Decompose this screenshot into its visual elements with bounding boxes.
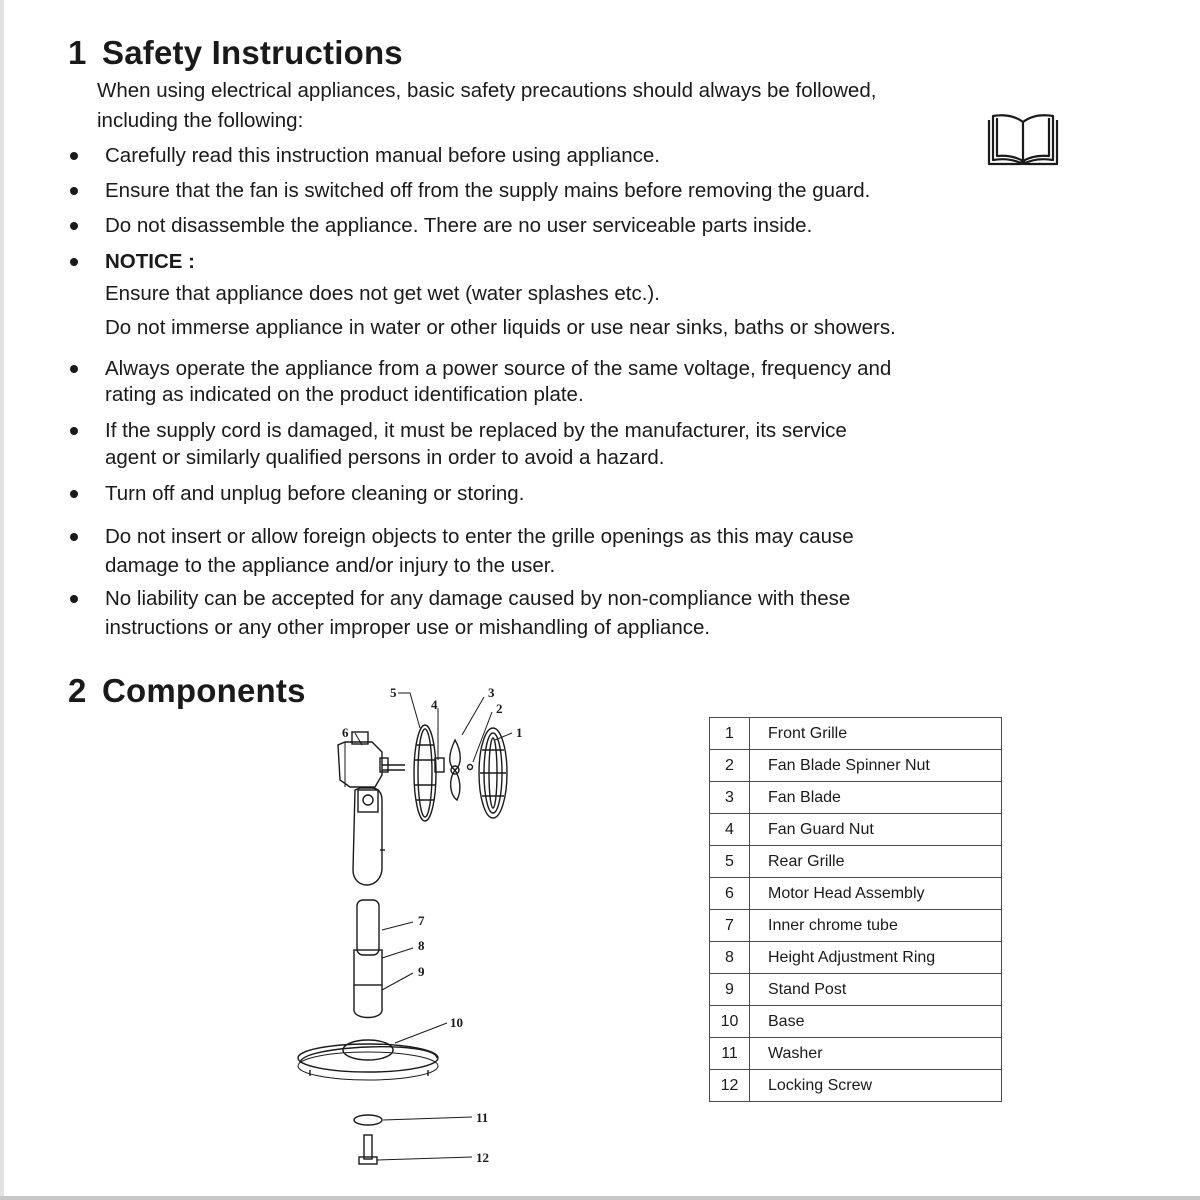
bullet-dot	[70, 365, 78, 373]
component-name: Base	[750, 1006, 1002, 1038]
bullet-text: Do not insert or allow foreign objects to enter the grille openings as this may cause	[105, 525, 854, 548]
component-name: Fan Guard Nut	[750, 814, 1002, 846]
notice-line-1: Ensure that appliance does not get wet (water splashes etc.).	[105, 282, 660, 305]
component-number: 1	[710, 718, 750, 750]
component-number: 8	[710, 942, 750, 974]
table-row	[710, 942, 1002, 974]
stand-post-drawing	[354, 900, 382, 1018]
spinner-nut-drawing	[468, 765, 473, 770]
bullet-dot	[70, 222, 78, 230]
section-heading-components	[68, 672, 306, 710]
base-drawing	[298, 1040, 438, 1080]
table-row	[710, 1038, 1002, 1070]
section-title: Components	[102, 672, 306, 709]
bullet-text-cont: instructions or any other improper use or mishandling of appliance.	[105, 616, 711, 639]
bullet-item	[68, 355, 1028, 409]
callout-5: 5	[390, 685, 397, 700]
bullet-text: Ensure that the fan is switched off from the supply mains before removing the guard.	[105, 179, 871, 202]
table-row	[710, 814, 1002, 846]
bullet-text: Carefully read this instruction manual before using appliance.	[105, 144, 660, 167]
notice-line-2: Do not immerse appliance in water or other liquids or use near sinks, baths or showers.	[105, 316, 896, 339]
component-name: Locking Screw	[750, 1070, 1002, 1102]
component-number: 11	[710, 1038, 750, 1070]
components-table	[709, 717, 1002, 1102]
bullet-text: Always operate the appliance from a power source of the same voltage, frequency and	[105, 357, 892, 380]
intro-line-2: including the following:	[97, 109, 304, 132]
callout-3: 3	[488, 685, 495, 700]
component-name: Fan Blade	[750, 782, 1002, 814]
bullet-dot	[70, 187, 78, 195]
bullet-text: Turn off and unplug before cleaning or storing.	[105, 482, 525, 505]
component-name: Fan Blade Spinner Nut	[750, 750, 1002, 782]
component-name: Motor Head Assembly	[750, 878, 1002, 910]
callout-10: 10	[450, 1015, 463, 1030]
bullet-dot	[70, 152, 78, 160]
table-row	[710, 718, 1002, 750]
motor-head-drawing	[338, 732, 405, 787]
table-row	[710, 910, 1002, 942]
bullet-text: Do not disassemble the appliance. There are no user serviceable parts inside.	[105, 214, 813, 237]
component-number: 6	[710, 878, 750, 910]
table-row	[710, 782, 1002, 814]
component-name: Inner chrome tube	[750, 910, 1002, 942]
component-name: Stand Post	[750, 974, 1002, 1006]
bullet-dot	[70, 490, 78, 498]
component-number: 4	[710, 814, 750, 846]
table-row	[710, 878, 1002, 910]
table-row	[710, 974, 1002, 1006]
component-number: 5	[710, 846, 750, 878]
section-heading-safety	[68, 34, 403, 72]
bullet-item	[68, 585, 1028, 641]
callout-11: 11	[476, 1110, 489, 1125]
page-edge-bottom	[0, 1196, 1200, 1200]
bullet-dot	[70, 258, 78, 266]
component-number: 3	[710, 782, 750, 814]
callout-12: 12	[476, 1150, 489, 1165]
bullet-dot	[70, 533, 78, 541]
callout-9: 9	[418, 964, 425, 979]
component-number: 2	[710, 750, 750, 782]
callout-4: 4	[431, 697, 438, 712]
callout-7: 7	[418, 913, 425, 928]
section-title: Safety Instructions	[102, 34, 403, 71]
intro-paragraph	[97, 76, 977, 136]
component-name: Front Grille	[750, 718, 1002, 750]
washer-drawing	[354, 1115, 382, 1125]
bullet-text-cont: damage to the appliance and/or injury to the user.	[105, 554, 556, 577]
bullet-text: No liability can be accepted for any damage caused by non-compliance with these	[105, 587, 851, 610]
bullet-dot	[70, 427, 78, 435]
front-grille-drawing	[479, 728, 507, 818]
bullet-dot	[70, 595, 78, 603]
fan-exploded-diagram	[285, 680, 523, 1180]
page-edge-left	[0, 0, 4, 1200]
table-row	[710, 1006, 1002, 1038]
table-row	[710, 750, 1002, 782]
rear-grille-drawing	[414, 725, 436, 821]
component-name: Rear Grille	[750, 846, 1002, 878]
callout-1: 1	[516, 725, 523, 740]
component-number: 10	[710, 1006, 750, 1038]
component-number: 12	[710, 1070, 750, 1102]
bullet-text: If the supply cord is damaged, it must be replaced by the manufacturer, its service	[105, 419, 847, 442]
table-row	[710, 846, 1002, 878]
bullet-text-cont: agent or similarly qualified persons in order to avoid a hazard.	[105, 446, 665, 469]
component-number: 9	[710, 974, 750, 1006]
component-name: Height Adjustment Ring	[750, 942, 1002, 974]
section-number: 1	[68, 34, 87, 71]
fan-blade-drawing	[450, 740, 461, 800]
motor-body-drawing	[353, 788, 385, 885]
callout-2: 2	[496, 701, 503, 716]
table-row	[710, 1070, 1002, 1102]
callout-8: 8	[418, 938, 425, 953]
component-name: Washer	[750, 1038, 1002, 1070]
callout-6: 6	[342, 725, 349, 740]
intro-line-1: When using electrical appliances, basic safety precautions should always be followed,	[97, 79, 877, 102]
bullet-text-cont: rating as indicated on the product identification plate.	[105, 383, 584, 406]
notice-label: NOTICE :	[105, 250, 195, 273]
component-number: 7	[710, 910, 750, 942]
section-number: 2	[68, 672, 87, 709]
locking-screw-drawing	[359, 1135, 377, 1164]
bullet-item	[68, 417, 1028, 471]
bullet-item	[68, 523, 1028, 579]
